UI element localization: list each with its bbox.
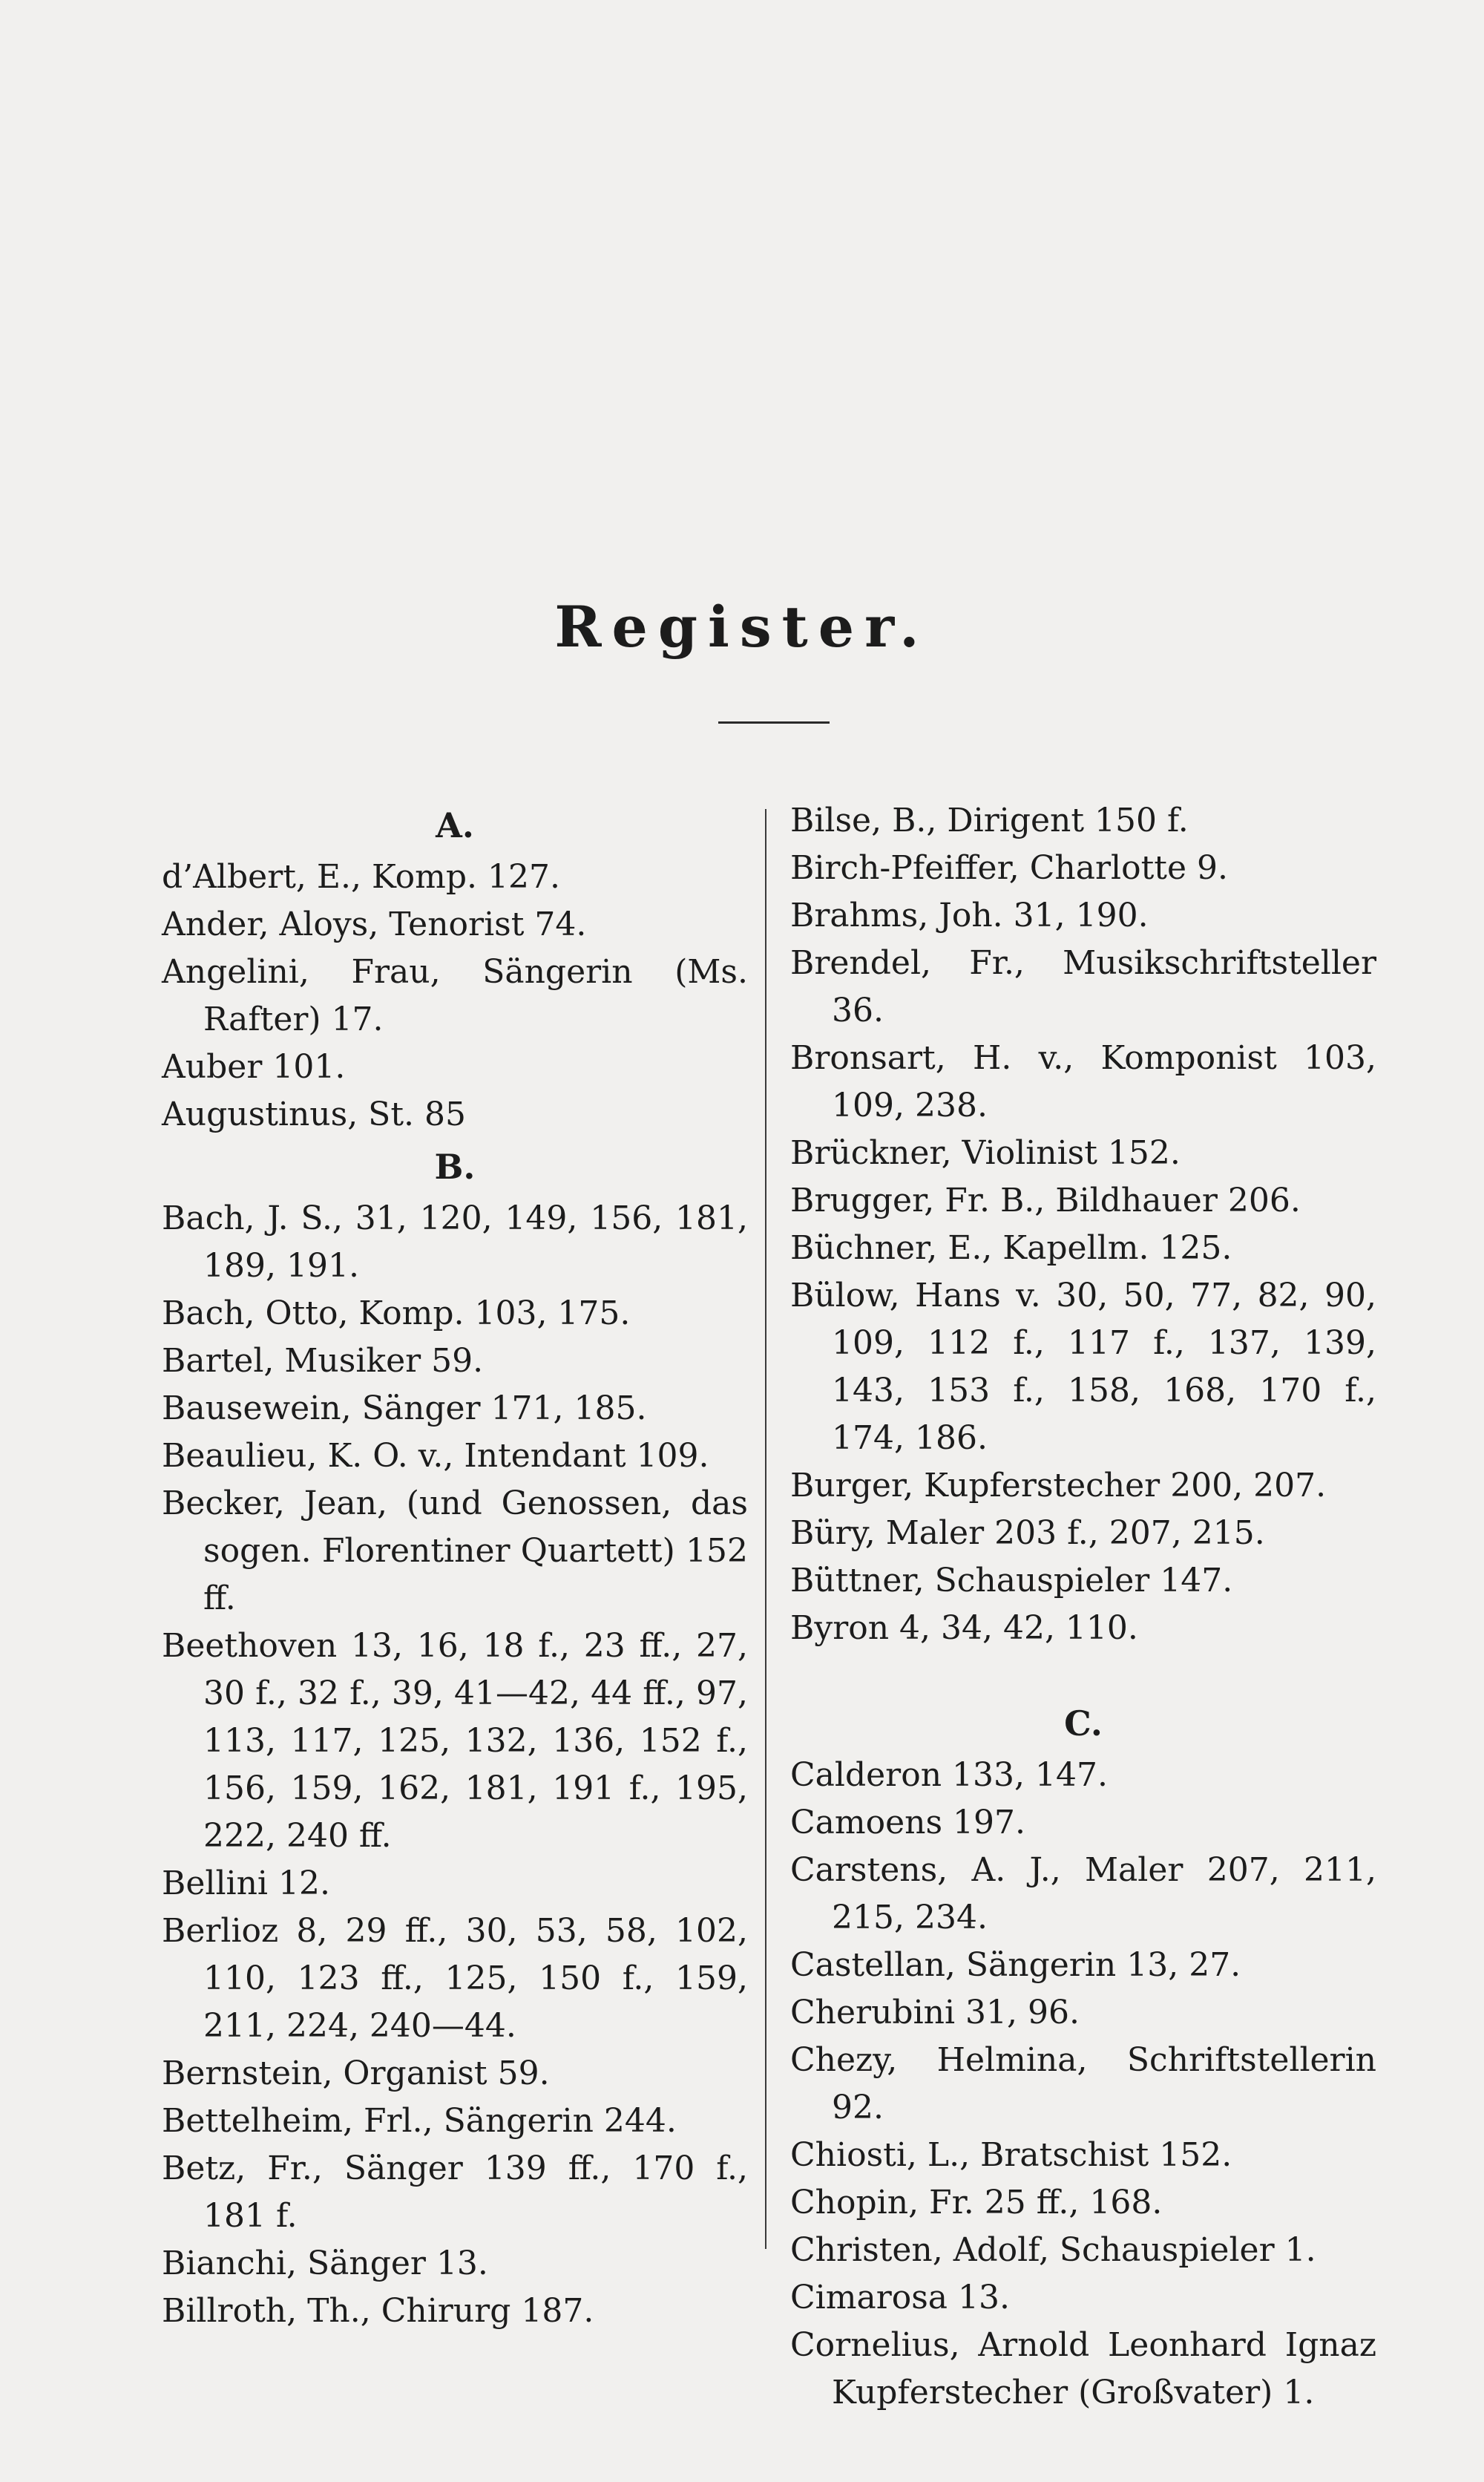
index-entry: Betz, Fr., Sänger 139 ff., 170 f., 181 f.: [162, 2149, 748, 2235]
index-entry: Christen, Adolf, Schauspieler 1.: [790, 2231, 1316, 2269]
section-letter-b: B.: [434, 1147, 476, 1187]
index-entry: Beaulieu, K. O. v., Intendant 109.: [162, 1437, 709, 1475]
left-column: [162, 797, 748, 2335]
index-entry: Chopin, Fr. 25 ff., 168.: [790, 2184, 1163, 2221]
index-entry: Becker, Jean, (und Genossen, das sogen. Florentiner Quartett) 152 ff.: [162, 1484, 748, 1617]
index-entry: Bettelheim, Frl., Sängerin 244.: [162, 2102, 677, 2140]
index-entry: Cimarosa 13.: [790, 2279, 1010, 2316]
index-entry: Chezy, Helmina, Schriftstellerin 92.: [790, 2041, 1376, 2126]
section-letter-a: A.: [436, 805, 474, 845]
index-entry: Bernstein, Organist 59.: [162, 2054, 550, 2092]
index-entry: d’Albert, E., Komp. 127.: [162, 858, 560, 896]
index-entry: Büchner, E., Kapellm. 125.: [790, 1229, 1232, 1267]
index-entry: Bianchi, Sänger 13.: [162, 2244, 488, 2282]
index-entry: Calderon 133, 147.: [790, 1756, 1108, 1794]
index-entry: Büttner, Schauspieler 147.: [790, 1562, 1233, 1599]
index-entry: Brugger, Fr. B., Bildhauer 206.: [790, 1182, 1301, 1219]
index-entry: Brückner, Violinist 152.: [790, 1134, 1181, 1172]
index-entry: Angelini, Frau, Sängerin (Ms. Rafter) 17.: [162, 953, 748, 1038]
index-entry: Bartel, Musiker 59.: [162, 1342, 484, 1380]
index-entry: Beethoven 13, 16, 18 f., 23 ff., 27, 30 f., 32 f., 39, 41—42, 44 ff., 97, 113, 117, 125, 132, 136, 152 f., 156, 159, 162, 181, 191 f., 195, 222, 240 ff.: [162, 1627, 748, 1855]
index-entry: Cherubini 31, 96.: [790, 1994, 1080, 2031]
index-entry: Augustinus, St. 85: [162, 1096, 466, 1133]
index-entry: Berlioz 8, 29 ff., 30, 53, 58, 102, 110, 123 ff., 125, 150 f., 159, 211, 224, 240—44.: [162, 1912, 748, 2045]
index-entry: Bilse, B., Dirigent 150 f.: [790, 802, 1189, 839]
index-entry: Carstens, A. J., Maler 207, 211, 215, 234.: [790, 1851, 1376, 1936]
index-entry: Birch-Pfeiffer, Charlotte 9.: [790, 849, 1228, 887]
index-entry: Cornelius, Arnold Leonhard Ignaz Kupferstecher (Großvater) 1.: [790, 2326, 1376, 2411]
index-entry: Büry, Maler 203 f., 207, 215.: [790, 1514, 1265, 1552]
index-entry: Bellini 12.: [162, 1864, 330, 1902]
index-entry: Brendel, Fr., Musikschriftsteller 36.: [790, 944, 1376, 1029]
title-rule: [718, 721, 830, 724]
index-entry: Ander, Aloys, Tenorist 74.: [162, 906, 587, 943]
index-entry: Bach, J. S., 31, 120, 149, 156, 181, 189, 191.: [162, 1199, 748, 1285]
index-entry: Chiosti, L., Bratschist 152.: [790, 2136, 1232, 2174]
index-entry: Auber 101.: [162, 1048, 346, 1086]
index-entry: Bülow, Hans v. 30, 50, 77, 82, 90, 109, 112 f., 117 f., 137, 139, 143, 153 f., 158, 168, 170 f., 174, 186.: [790, 1277, 1376, 1457]
column-divider: [765, 809, 766, 2249]
index-entry: Byron 4, 34, 42, 110.: [790, 1609, 1138, 1647]
index-entry: Burger, Kupferstecher 200, 207.: [790, 1467, 1327, 1504]
right-column: [790, 797, 1376, 2417]
index-entry: Bausewein, Sänger 171, 185.: [162, 1389, 647, 1427]
index-entry: Brahms, Joh. 31, 190.: [790, 897, 1149, 934]
index-entry: Castellan, Sängerin 13, 27.: [790, 1946, 1241, 1984]
index-entry: Bach, Otto, Komp. 103, 175.: [162, 1294, 631, 1332]
index-entry: Billroth, Th., Chirurg 187.: [162, 2292, 594, 2330]
section-letter-c: C.: [1064, 1703, 1103, 1743]
page-title: Register.: [554, 594, 930, 660]
index-entry: Bronsart, H. v., Komponist 103, 109, 238.: [790, 1039, 1376, 1124]
index-entry: Camoens 197.: [790, 1804, 1026, 1841]
